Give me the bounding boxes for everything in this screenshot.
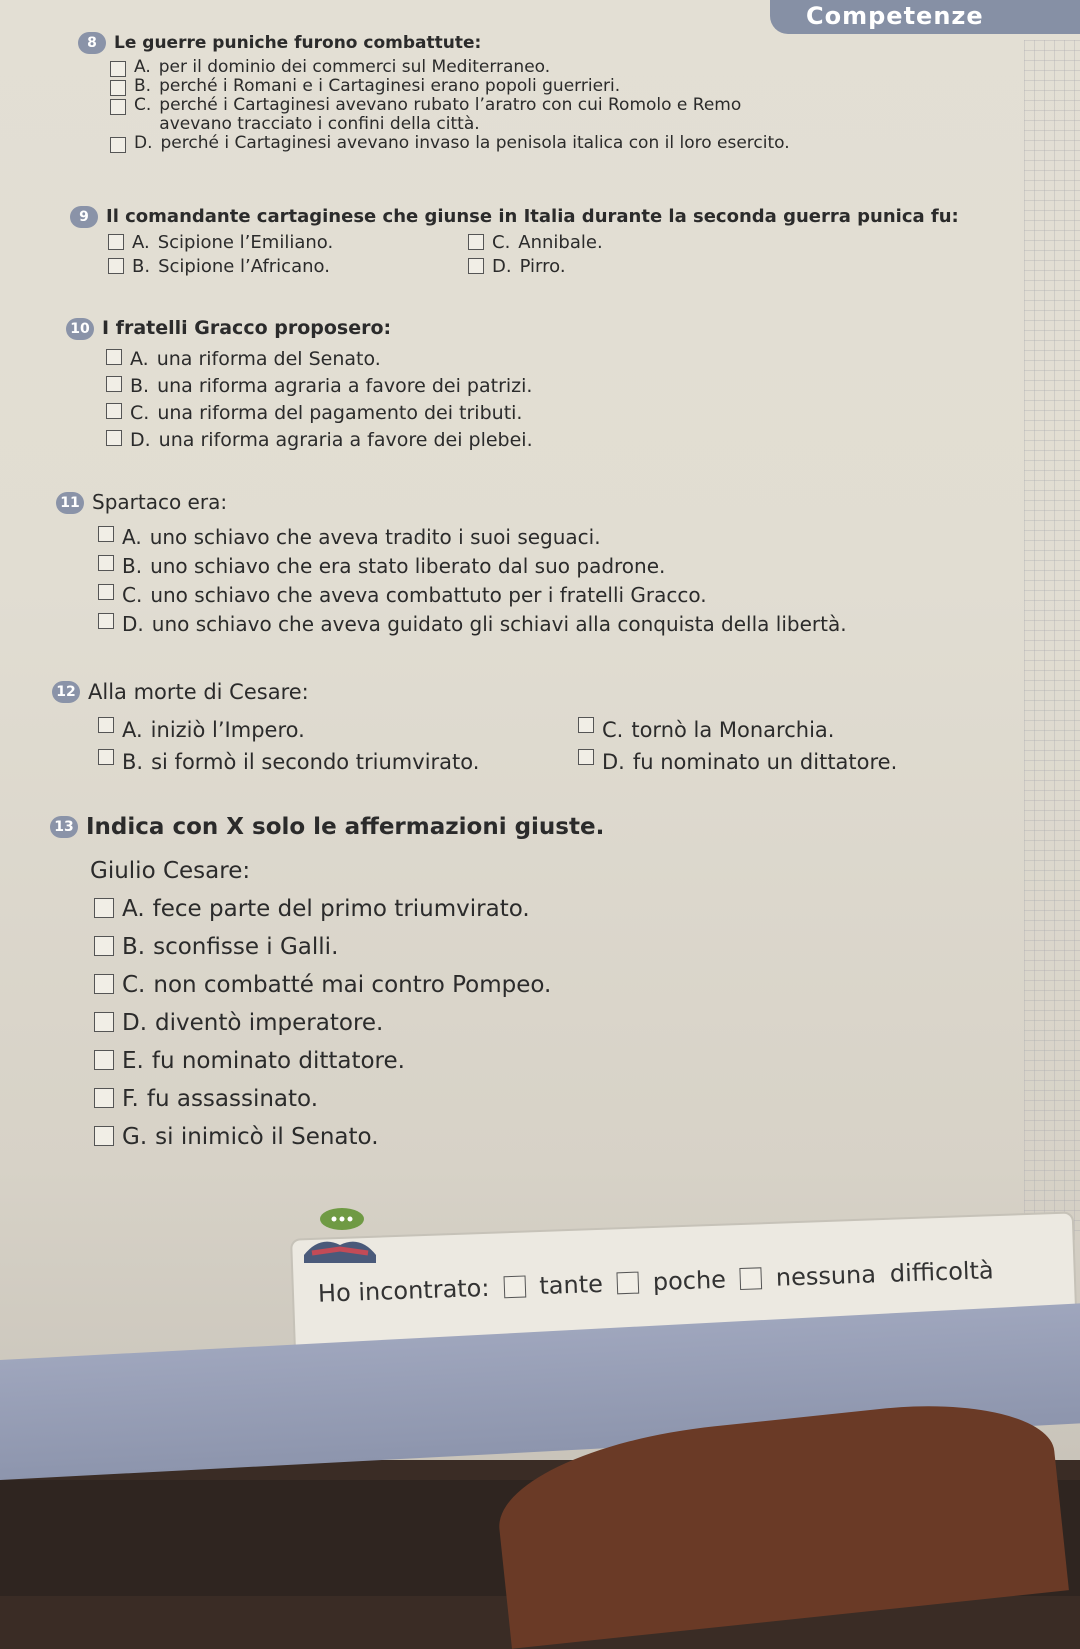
book-speech-bubble-icon bbox=[300, 1205, 380, 1265]
option-b: B. una riforma agraria a favore dei patrizi. bbox=[106, 373, 966, 400]
checkbox[interactable] bbox=[106, 376, 122, 392]
question-number: 9 bbox=[70, 206, 98, 228]
option-d: D. Pirro. bbox=[468, 255, 828, 279]
checkbox[interactable] bbox=[98, 613, 114, 629]
question-11 bbox=[56, 488, 976, 639]
checkbox[interactable] bbox=[106, 430, 122, 446]
question-title: Alla morte di Cesare: bbox=[88, 680, 309, 704]
option-b: B. perché i Romani e i Cartaginesi erano popoli guerrieri. bbox=[110, 77, 938, 96]
option-c: C. tornò la Monarchia. bbox=[578, 714, 958, 746]
checkbox[interactable] bbox=[468, 234, 484, 250]
checkbox[interactable] bbox=[94, 1088, 114, 1108]
question-number: 13 bbox=[50, 816, 78, 838]
option-c: C. non combatté mai contro Pompeo. bbox=[94, 966, 970, 1004]
checkbox[interactable] bbox=[110, 99, 126, 115]
section-header-label: Competenze bbox=[806, 2, 984, 30]
checkbox-tante[interactable] bbox=[503, 1276, 526, 1299]
option-a: A. uno schiavo che aveva tradito i suoi seguaci. bbox=[98, 523, 976, 552]
checkbox[interactable] bbox=[106, 349, 122, 365]
self-assessment-box: Ho incontrato: tante poche nessuna difficoltà bbox=[290, 1211, 1078, 1362]
checkbox[interactable] bbox=[98, 555, 114, 571]
option-c: C. Annibale. bbox=[468, 231, 828, 255]
option-d: D. una riforma agraria a favore dei plebei. bbox=[106, 427, 966, 454]
option-c: C. una riforma del pagamento dei tributi. bbox=[106, 400, 966, 427]
checkbox[interactable] bbox=[94, 974, 114, 994]
checkbox[interactable] bbox=[108, 234, 124, 250]
option-a: A. iniziò l’Impero. bbox=[98, 714, 578, 746]
checkbox[interactable] bbox=[110, 80, 126, 96]
option-b: B. uno schiavo che era stato liberato dal suo padrone. bbox=[98, 552, 976, 581]
option-f: F. fu assassinato. bbox=[94, 1080, 970, 1118]
checkbox[interactable] bbox=[578, 749, 594, 765]
question-9 bbox=[70, 205, 970, 279]
option-b: B. Scipione l’Africano. bbox=[108, 255, 468, 279]
question-title: Le guerre puniche furono combattute: bbox=[114, 32, 482, 53]
option-g: G. si inimicò il Senato. bbox=[94, 1118, 970, 1156]
question-title: Il comandante cartaginese che giunse in Italia durante la seconda guerra punica fu: bbox=[106, 206, 959, 227]
option-d: D. uno schiavo che aveva guidato gli schiavi alla conquista della libertà. bbox=[98, 610, 976, 639]
option-d: D. perché i Cartaginesi avevano invaso la penisola italica con il loro esercito. bbox=[110, 134, 938, 153]
checkbox[interactable] bbox=[94, 1012, 114, 1032]
option-d: D. fu nominato un dittatore. bbox=[578, 746, 958, 778]
question-12 bbox=[52, 676, 972, 778]
checkbox-nessuna[interactable] bbox=[739, 1267, 762, 1290]
checkbox[interactable] bbox=[110, 137, 126, 153]
checkbox[interactable] bbox=[578, 717, 594, 733]
option-a: A. una riforma del Senato. bbox=[106, 346, 966, 373]
question-10 bbox=[66, 315, 966, 454]
option-c: C. perché i Cartaginesi avevano rubato l’aratro con cui Romolo e Remo avevano tracciato i confini della città. bbox=[110, 96, 938, 134]
question-number: 10 bbox=[66, 318, 94, 340]
checkbox[interactable] bbox=[98, 749, 114, 765]
checkbox[interactable] bbox=[94, 898, 114, 918]
option-a: A. Scipione l’Emiliano. bbox=[108, 231, 468, 255]
checkbox-poche[interactable] bbox=[616, 1272, 639, 1295]
checkbox[interactable] bbox=[94, 936, 114, 956]
question-subtitle: Giulio Cesare: bbox=[90, 858, 251, 884]
option-c: C. uno schiavo che aveva combattuto per i fratelli Gracco. bbox=[98, 581, 976, 610]
checkbox[interactable] bbox=[106, 403, 122, 419]
side-grid-decoration bbox=[1024, 40, 1080, 1240]
checkbox[interactable] bbox=[98, 717, 114, 733]
question-title: Indica con X solo le affermazioni giuste. bbox=[86, 814, 605, 840]
question-number: 8 bbox=[78, 32, 106, 54]
question-title: Spartaco era: bbox=[92, 490, 228, 514]
option-b: B. sconfisse i Galli. bbox=[94, 928, 970, 966]
checkbox[interactable] bbox=[94, 1126, 114, 1146]
checkbox[interactable] bbox=[468, 258, 484, 274]
option-b: B. si formò il secondo triumvirato. bbox=[98, 746, 578, 778]
checkbox[interactable] bbox=[98, 584, 114, 600]
option-e: E. fu nominato dittatore. bbox=[94, 1042, 970, 1080]
section-header-tab bbox=[770, 0, 1080, 34]
checkbox[interactable] bbox=[94, 1050, 114, 1070]
option-a: A. fece parte del primo triumvirato. bbox=[94, 890, 970, 928]
question-13 bbox=[50, 808, 970, 1156]
question-title: I fratelli Gracco proposero: bbox=[102, 317, 392, 339]
question-number: 12 bbox=[52, 681, 80, 703]
self-assessment-label: Ho incontrato: bbox=[317, 1273, 490, 1308]
option-a: A. per il dominio dei commerci sul Mediterraneo. bbox=[110, 58, 938, 77]
checkbox[interactable] bbox=[108, 258, 124, 274]
question-8 bbox=[78, 32, 938, 153]
option-d: D. diventò imperatore. bbox=[94, 1004, 970, 1042]
checkbox[interactable] bbox=[98, 526, 114, 542]
checkbox[interactable] bbox=[110, 61, 126, 77]
question-number: 11 bbox=[56, 492, 84, 514]
